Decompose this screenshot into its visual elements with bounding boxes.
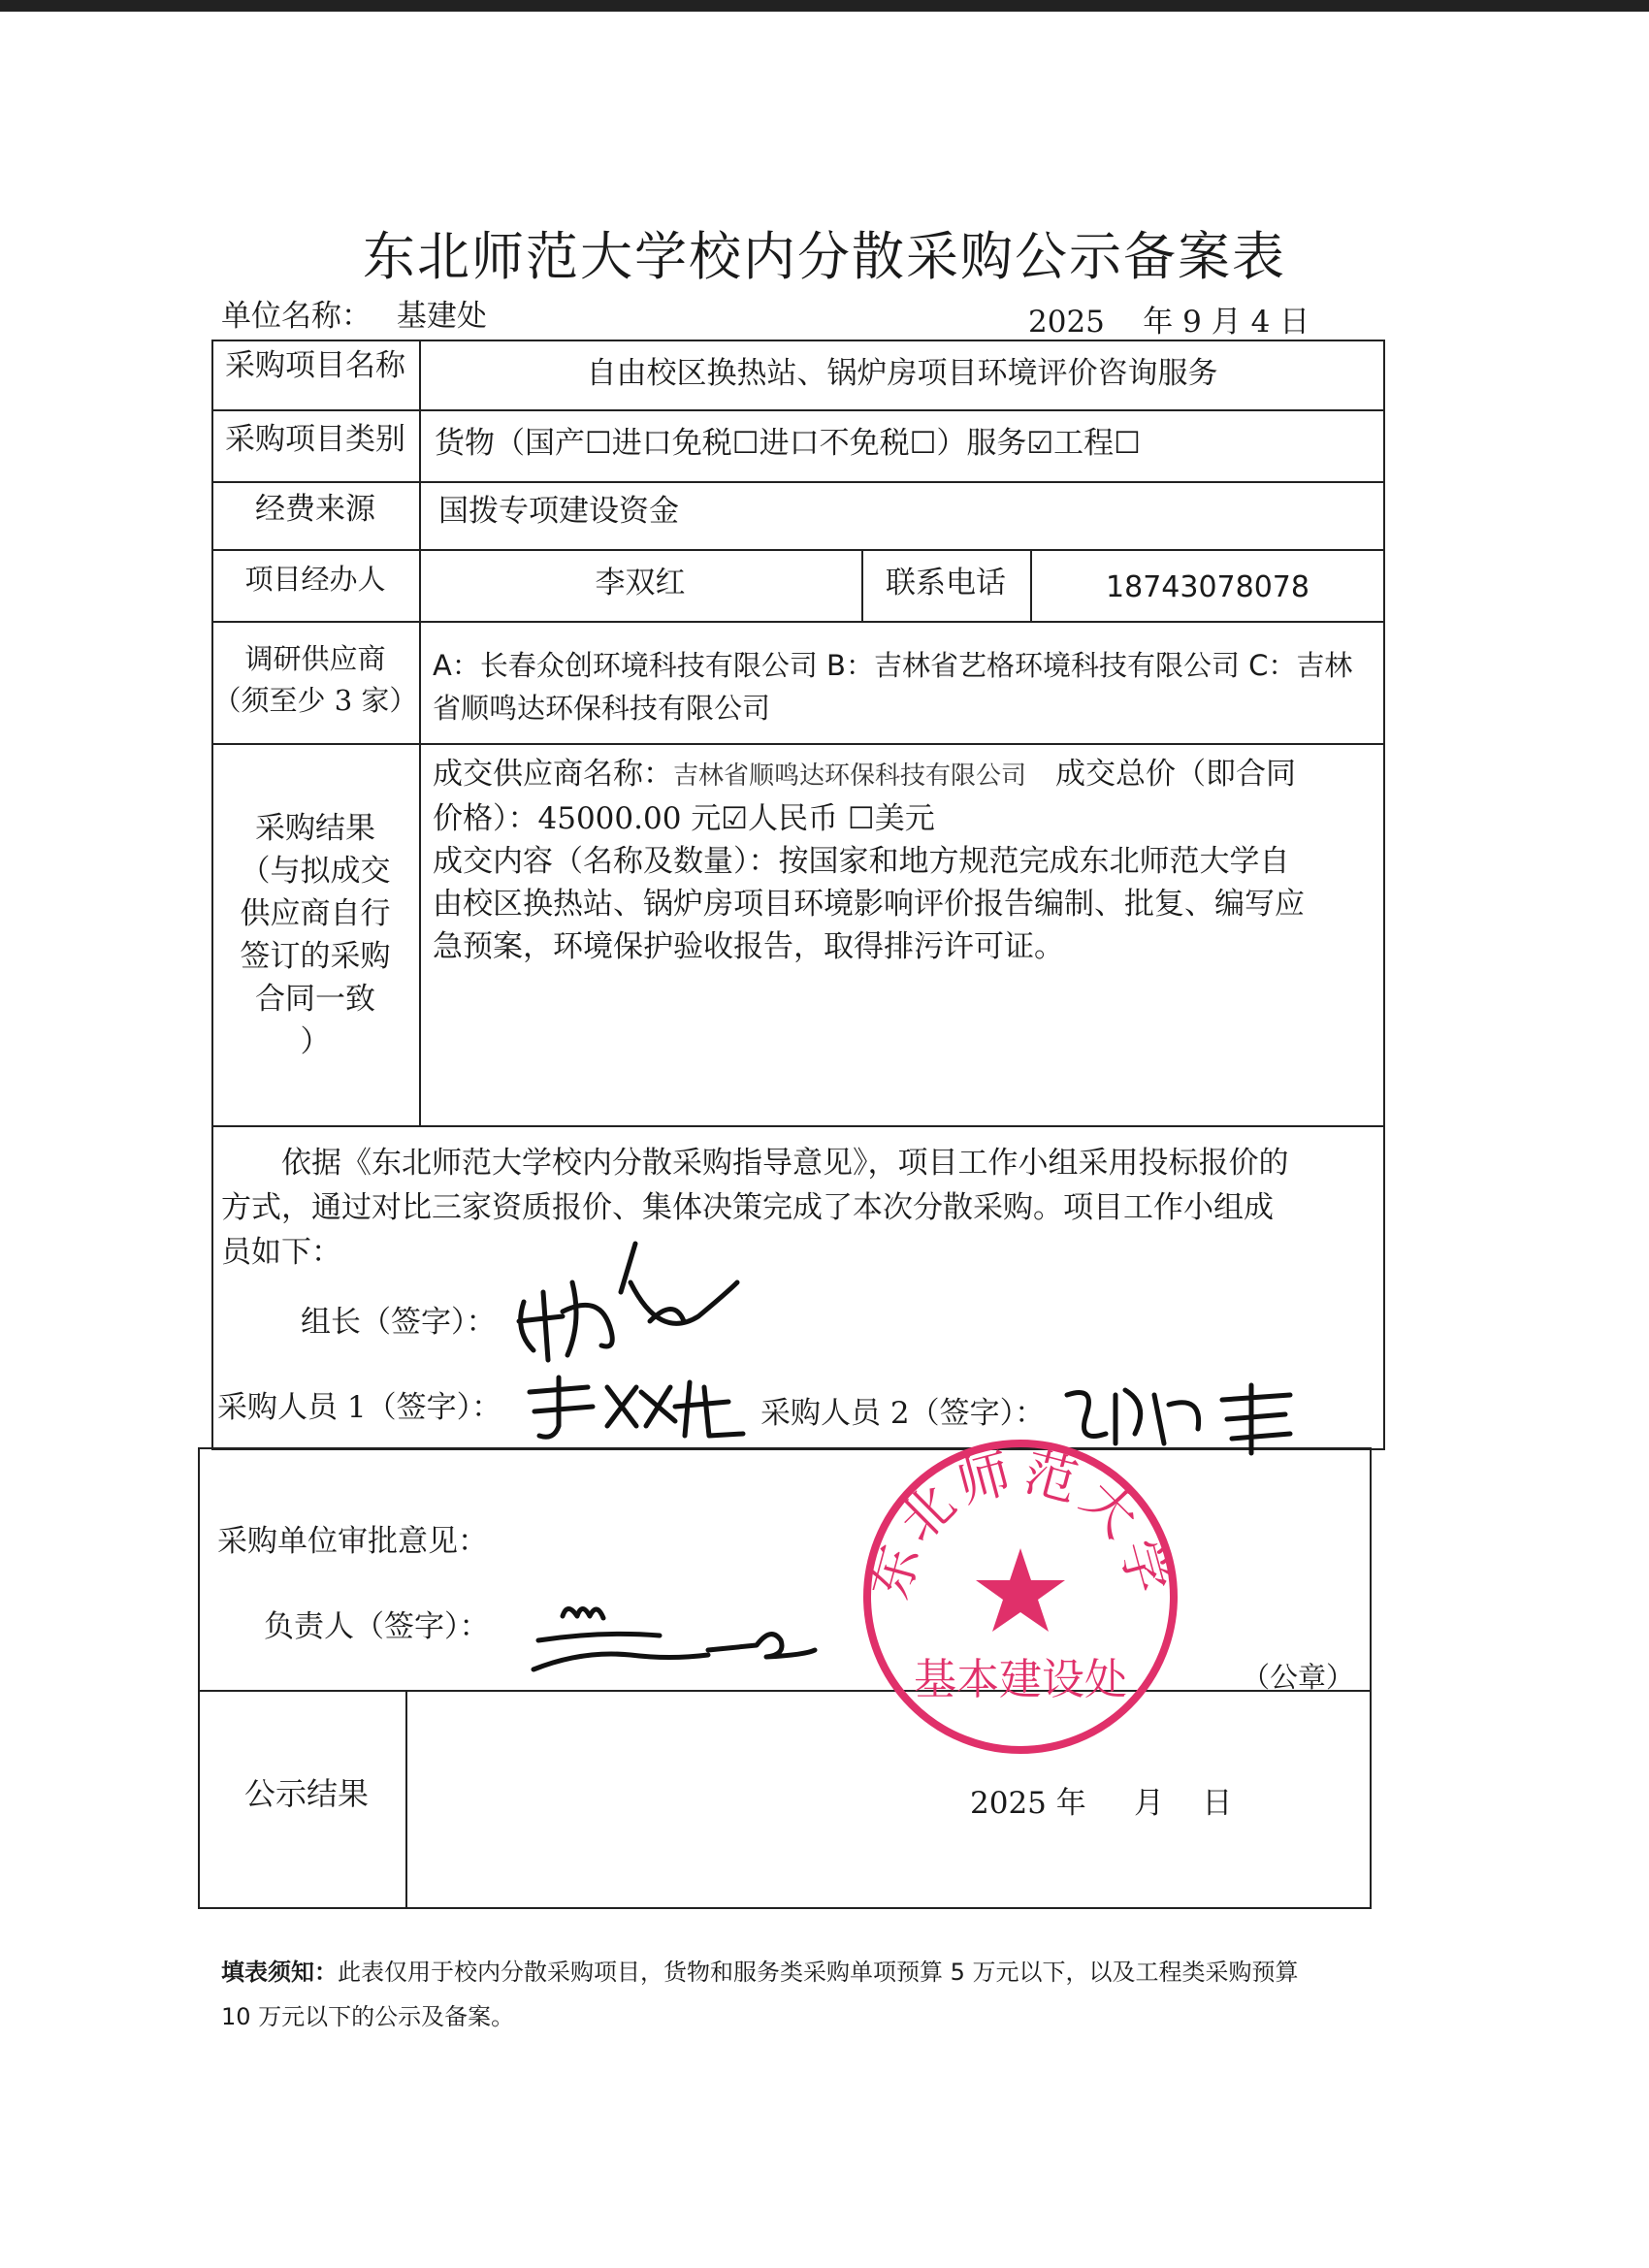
notes-text-1: 此表仅用于校内分散采购项目，货物和服务类采购单项预算 5 万元以下，以及工程类采购预算	[338, 1959, 1299, 1986]
result-line-4: 由校区换热站、锅炉房项目环境影响评价报告编制、批复、编写应	[433, 887, 1305, 922]
publicity-label: 公示结果	[244, 1775, 370, 1812]
basis-line-1: 依据《东北师范大学校内分散采购指导意见》，项目工作小组采用投标报价的	[281, 1146, 1289, 1181]
buyer1-sign-label: 采购人员 1（签字）：	[217, 1390, 502, 1425]
leader-signature	[504, 1224, 747, 1389]
supplier-line-2: 省顺鸣达环保科技有限公司	[433, 692, 771, 725]
result-supplier-name: 吉林省顺鸣达环保科技有限公司	[673, 761, 1027, 791]
seal-arc-text: 东北师范大学	[857, 1441, 1183, 1605]
seal-bottom-text: 基本建设处	[914, 1655, 1127, 1704]
project-name-label: 采购项目名称	[225, 348, 405, 383]
result-label-line: 签订的采购	[240, 939, 391, 974]
result-label-line: 供应商自行	[240, 896, 391, 931]
page-title: 东北师范大学校内分散采购公示备案表	[363, 226, 1286, 287]
manager-label: 项目经办人	[244, 563, 386, 596]
buyer2-sign-label: 采购人员 2（签字）：	[760, 1396, 1046, 1431]
phone-value: 18743078078	[1106, 570, 1310, 604]
result-supplier-prefix: 成交供应商名称：	[433, 757, 673, 792]
project-name-value: 自由校区换热站、锅炉房项目环境评价咨询服务	[586, 356, 1218, 391]
form-notes	[221, 1950, 1366, 2039]
result-label-line: 采购结果	[255, 811, 375, 846]
publicity-date: 2025 年 月 日	[970, 1786, 1233, 1821]
head-signature	[524, 1597, 834, 1684]
result-price-label: 成交总价（即合同	[1055, 757, 1297, 792]
result-line-5: 急预案，环境保护验收报告，取得排污许可证。	[433, 929, 1064, 964]
funding-label: 经费来源	[255, 492, 375, 527]
category-value: 货物（国产☐进口免税☐进口不免税☐）服务☑工程☐	[435, 426, 1141, 461]
supplier-label	[211, 638, 419, 722]
category-label: 采购项目类别	[225, 422, 405, 457]
result-label-line: ）	[300, 1024, 331, 1059]
filing-date: 2025 年 9 月 4 日	[1028, 305, 1310, 340]
result-label	[211, 807, 419, 1063]
official-seal	[856, 1432, 1185, 1762]
notes-line-1	[221, 1950, 1366, 1994]
result-content	[433, 753, 1378, 968]
unit-name	[221, 291, 487, 335]
scan-edge	[0, 0, 1649, 12]
result-label-line: （与拟成交	[240, 854, 391, 889]
funding-value: 国拨专项建设资金	[438, 494, 679, 529]
unit-label: 单位名称：	[221, 299, 372, 334]
approval-label: 采购单位审批意见：	[217, 1524, 488, 1559]
basis-line-2: 方式，通过对比三家资质报价、集体决策完成了本次分散采购。项目工作小组成	[221, 1190, 1274, 1225]
buyer1-signature	[520, 1368, 753, 1445]
supplier-line-1: A：长春众创环境科技有限公司 B：吉林省艺格环境科技有限公司 C：吉林	[433, 649, 1353, 682]
result-line-2: 价格）：45000.00 元☑人民币 ☐美元	[433, 801, 935, 836]
basis-text	[221, 1141, 1375, 1275]
head-sign-label: 负责人（签字）：	[264, 1609, 490, 1644]
result-line-3: 成交内容（名称及数量）：按国家和地方规范完成东北师范大学自	[433, 844, 1290, 879]
phone-label: 联系电话	[886, 566, 1006, 600]
supplier-label-line-2: （须至少 3 家）	[212, 684, 418, 717]
notes-label: 填表须知：	[221, 1959, 338, 1986]
supplier-label-line-1: 调研供应商	[244, 642, 386, 675]
result-label-line: 合同一致	[255, 982, 375, 1017]
unit-value: 基建处	[396, 299, 487, 334]
supplier-list	[433, 644, 1374, 729]
result-line-1	[433, 753, 1378, 797]
notes-line-2: 10 万元以下的公示及备案。	[221, 2003, 515, 2030]
manager-value: 李双红	[595, 566, 686, 600]
official-seal-label: （公章）	[1242, 1661, 1355, 1694]
basis-line-3: 员如下：	[221, 1235, 341, 1270]
leader-sign-label: 组长（签字）：	[301, 1305, 497, 1340]
